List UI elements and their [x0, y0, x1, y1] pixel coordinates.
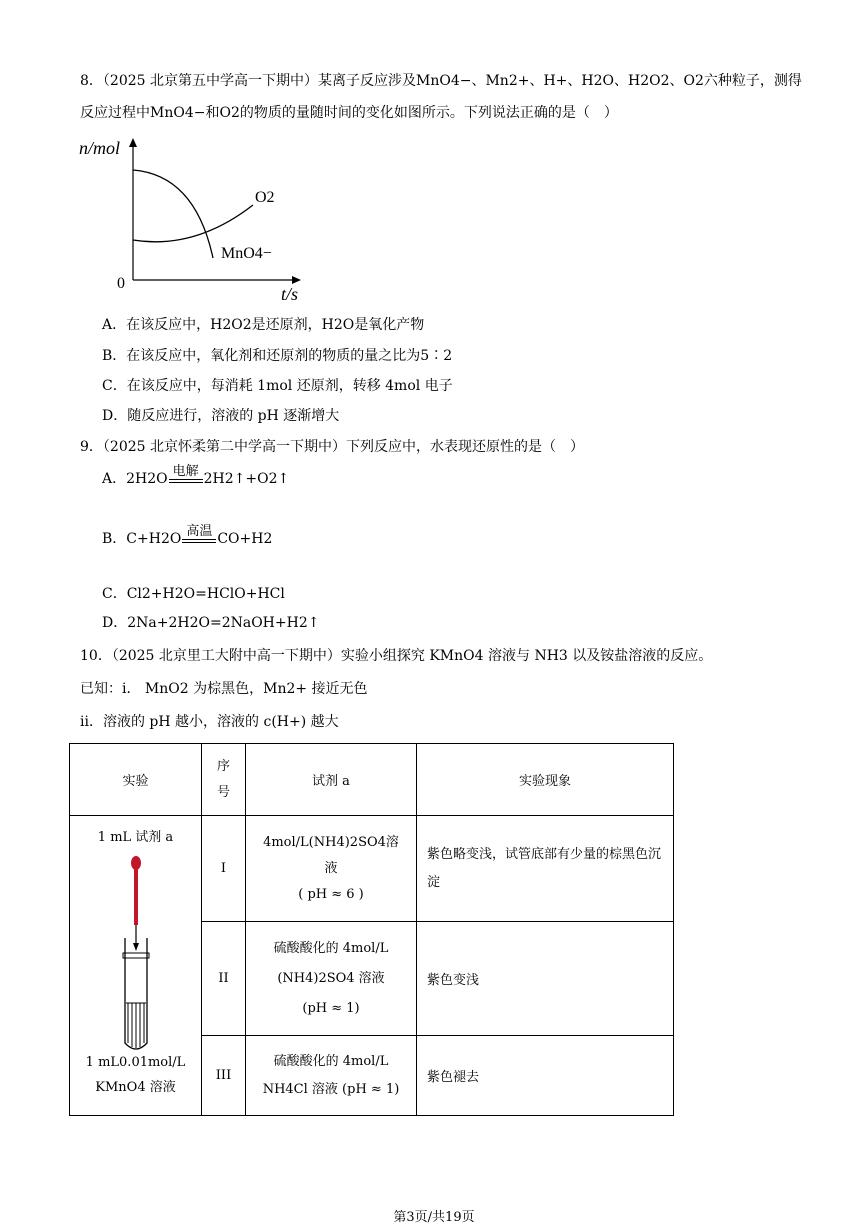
- equals-sign: [182, 539, 216, 543]
- row-number: III: [202, 1036, 246, 1116]
- q8-option-b: B．在该反应中，氧化剂和还原剂的物质的量之比为5∶2: [102, 348, 453, 364]
- row-number: I: [202, 816, 246, 922]
- curve-o2-label: O2: [255, 189, 275, 206]
- equals-sign: [169, 479, 203, 483]
- y-axis-label: n/mol: [79, 138, 121, 158]
- q9-option-b: B．C+H2O 高温 CO+H2: [102, 524, 273, 547]
- row-phenomenon: 紫色褪去: [417, 1036, 674, 1116]
- q10-known-i: 已知：i． MnO2 为棕黑色，Mn2+ 接近无色: [80, 681, 368, 697]
- q8-option-a: A．在该反应中，H2O2是还原剂，H2O是氧化产物: [102, 317, 425, 333]
- setup-top-label: 1 mL 试剂 a: [97, 830, 174, 845]
- q8-stem-line2: 反应过程中MnO4−和O2的物质的量随时间的变化如图所示。下列说法正确的是（ ）: [80, 105, 618, 121]
- row-reagent: 硫酸酸化的 4mol/L NH4Cl 溶液 (pH ≈ 1): [246, 1036, 417, 1116]
- origin-label: 0: [117, 275, 125, 292]
- experiment-table: [69, 743, 674, 1116]
- q8-stem-line1: 8．（2025 北京第五中学高一下期中）某离子反应涉及MnO4−、Mn2+、H+、H2O、H2O2、O2六种粒子，测得: [80, 73, 802, 89]
- table-row: [70, 816, 674, 922]
- row-number: II: [202, 922, 246, 1036]
- page-footer: 第3页/共19页: [393, 1210, 475, 1225]
- curve-mno4-label: MnO4−: [221, 245, 272, 262]
- curve-mno4: [133, 170, 213, 258]
- test-tube-dropper-icon: [106, 851, 166, 1051]
- header-reagent: 试剂 a: [246, 744, 417, 816]
- q9-stem: 9．（2025 北京怀柔第二中学高一下期中）下列反应中，水表现还原性的是（ ）: [80, 439, 584, 455]
- header-number: 序号: [202, 744, 246, 816]
- x-axis-label: t/s: [281, 284, 299, 304]
- q8-species: MnO4−、Mn2+、H+、H2O、H2O2、O2: [416, 73, 704, 89]
- q9-option-d: D．2Na+2H2O=2NaOH+H2↑: [102, 615, 320, 631]
- q9-option-a: A．2H2O 电解 2H2↑+O2↑: [102, 464, 290, 487]
- setup-bottom-label-1: 1 mL0.01mol/L: [85, 1055, 186, 1070]
- header-experiment: 实验: [70, 744, 202, 816]
- row-phenomenon: 紫色略变浅，试管底部有少量的棕黑色沉淀: [417, 816, 674, 922]
- table-header-row: [70, 744, 674, 816]
- setup-bottom-label-2: KMnO4 溶液: [95, 1080, 176, 1095]
- q8-option-d: D．随反应进行，溶液的 pH 逐渐增大: [102, 408, 340, 424]
- row-phenomenon: 紫色变浅: [417, 922, 674, 1036]
- row-reagent: 硫酸酸化的 4mol/L (NH4)2SO4 溶液 (pH ≈ 1): [246, 922, 417, 1036]
- row-reagent: 4mol/L(NH4)2SO4溶 液 ( pH ≈ 6 ): [246, 816, 417, 922]
- q8-option-c: C．在该反应中，每消耗 1mol 还原剂，转移 4mol 电子: [102, 378, 453, 394]
- condition-label: 高温: [186, 524, 213, 539]
- q10-stem: 10．（2025 北京里工大附中高一下期中）实验小组探究 KMnO4 溶液与 NH3 以及铵盐溶液的反应。: [80, 648, 713, 664]
- condition-label: 电解: [172, 464, 199, 479]
- y-axis-arrow-icon: [129, 138, 137, 147]
- header-phenomenon: 实验现象: [417, 744, 674, 816]
- setup-cell: [70, 816, 202, 1116]
- q8-chart: [75, 130, 315, 310]
- q9-option-c: C．Cl2+H2O=HClO+HCl: [102, 586, 285, 602]
- q10-known-ii: ii．溶液的 pH 越小，溶液的 c(H+) 越大: [80, 714, 339, 730]
- x-axis-arrow-icon: [292, 276, 301, 284]
- curve-o2: [133, 205, 253, 242]
